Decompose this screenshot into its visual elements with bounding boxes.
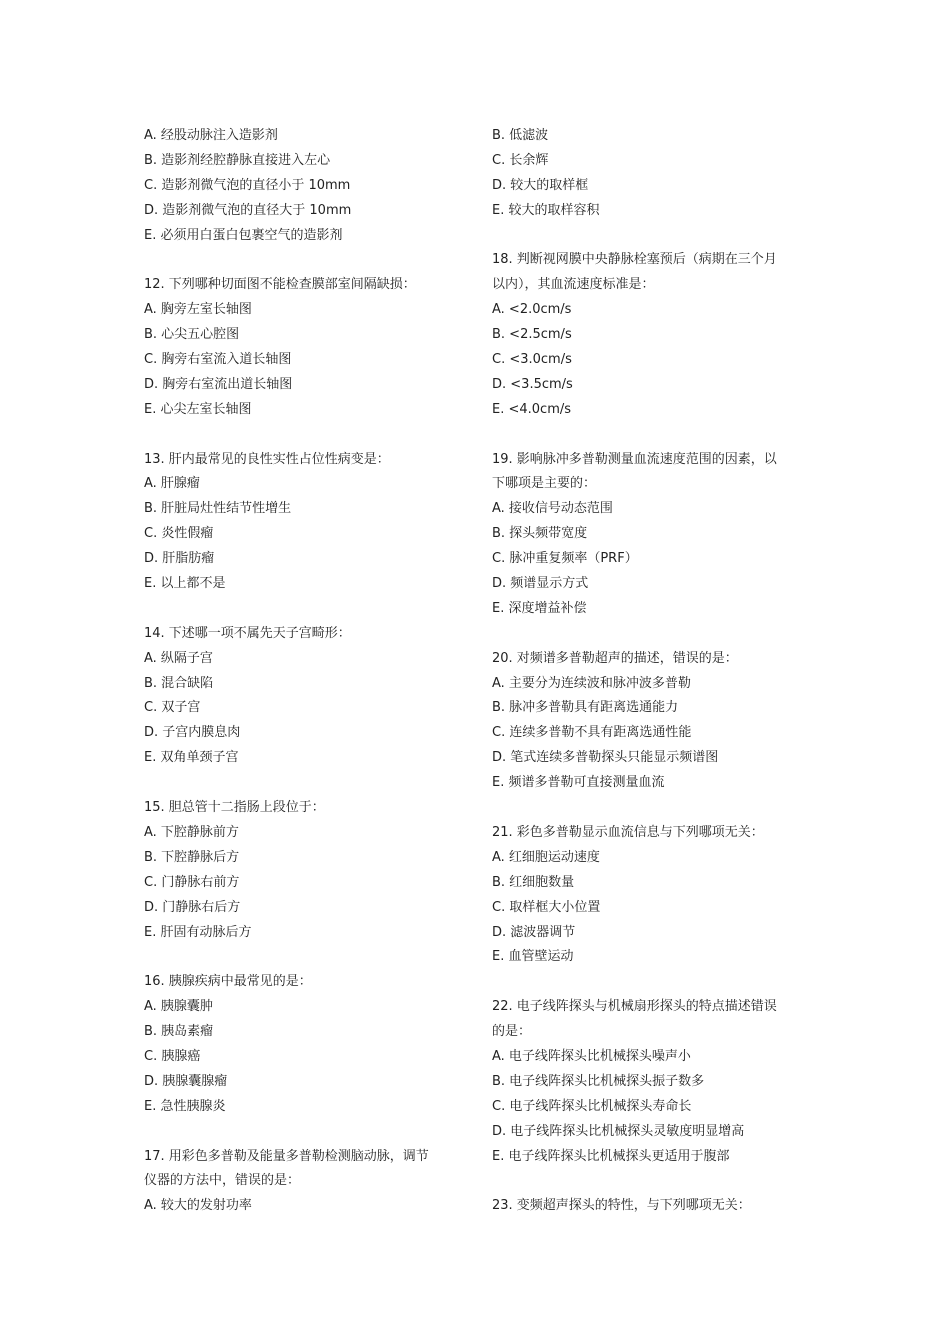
option-line: D. 胸旁右室流出道长轴图 — [144, 376, 293, 392]
option-line: E. 心尖左室长轴图 — [144, 401, 252, 417]
question-stem-line: 23. 变频超声探头的特性，与下列哪项无关： — [492, 1198, 751, 1214]
question-block — [144, 1145, 464, 1220]
question-block — [492, 124, 812, 224]
option-line: D. 滤波器调节 — [492, 924, 576, 940]
option-line: A. 纵隔子宫 — [144, 650, 213, 666]
option-line: E. 肝固有动脉后方 — [144, 924, 252, 940]
block-spacer — [144, 597, 464, 622]
option-line: E. <4.0cm/s — [492, 401, 572, 417]
option-line: D. 电子线阵探头比机械探头灵敏度明显增高 — [492, 1123, 745, 1139]
option-line: A. 肝腺瘤 — [144, 476, 200, 492]
option-line: E. 深度增益补偿 — [492, 600, 587, 616]
question-block — [492, 647, 812, 796]
option-line: E. 急性胰腺炎 — [144, 1098, 226, 1114]
option-line: A. 下腔静脉前方 — [144, 824, 239, 840]
option-line: C. 门静脉右前方 — [144, 874, 240, 890]
question-stem-line: 12. 下列哪种切面图不能检查膜部室间隔缺损： — [144, 277, 416, 293]
question-block — [144, 970, 464, 1119]
question-stem-line: 17. 用彩色多普勒及能量多普勒检测脑动脉，调节 — [144, 1148, 429, 1164]
question-stem-line: 21. 彩色多普勒显示血流信息与下列哪项无关： — [492, 824, 764, 840]
question-block — [144, 124, 464, 248]
option-line: C. 炎性假瘤 — [144, 526, 214, 542]
option-line: B. 造影剂经腔静脉直接进入左心 — [144, 152, 331, 168]
option-line: C. 造影剂微气泡的直径小于 10mm — [144, 177, 351, 193]
option-line: B. 混合缺陷 — [144, 675, 214, 691]
option-line: B. 红细胞数量 — [492, 874, 575, 890]
option-line: A. 较大的发射功率 — [144, 1198, 252, 1214]
option-line: A. 胰腺囊肿 — [144, 999, 213, 1015]
block-spacer — [492, 224, 812, 249]
block-spacer — [492, 622, 812, 647]
block-spacer — [144, 423, 464, 448]
question-block — [492, 1194, 812, 1219]
option-line: C. <3.0cm/s — [492, 352, 572, 368]
option-line: D. 频谱显示方式 — [492, 576, 589, 592]
option-line: B. 电子线阵探头比机械探头振子数多 — [492, 1073, 705, 1089]
option-line: C. 电子线阵探头比机械探头寿命长 — [492, 1098, 692, 1114]
block-spacer — [144, 1120, 464, 1145]
option-line: A. 电子线阵探头比机械探头噪声小 — [492, 1048, 691, 1064]
option-line: B. 脉冲多普勒具有距离选通能力 — [492, 700, 679, 716]
question-block — [144, 622, 464, 771]
option-line: A. 胸旁左室长轴图 — [144, 302, 252, 318]
left-column — [144, 124, 464, 1219]
option-line: D. 笔式连续多普勒探头只能显示频谱图 — [492, 750, 719, 766]
option-line: E. 电子线阵探头比机械探头更适用于腹部 — [492, 1148, 730, 1164]
question-stem-line: 下哪项是主要的： — [492, 476, 597, 492]
question-stem-line: 18. 判断视网膜中央静脉栓塞预后（病期在三个月 — [492, 252, 777, 268]
option-line: D. <3.5cm/s — [492, 376, 573, 392]
option-line: D. 子宫内膜息肉 — [144, 725, 241, 741]
option-line: D. 造影剂微气泡的直径大于 10mm — [144, 202, 352, 218]
option-line: D. 较大的取样框 — [492, 177, 589, 193]
option-line: B. 低滤波 — [492, 128, 549, 143]
question-block — [144, 448, 464, 597]
block-spacer — [144, 771, 464, 796]
question-block — [492, 821, 812, 970]
option-line: B. 肝脏局灶性结节性增生 — [144, 501, 292, 517]
option-line: E. 以上都不是 — [144, 576, 226, 592]
block-spacer — [492, 423, 812, 448]
question-stem-line: 19. 影响脉冲多普勒测量血流速度范围的因素，以 — [492, 451, 777, 467]
option-line: E. 双角单颈子宫 — [144, 750, 239, 766]
question-stem-line: 22. 电子线阵探头与机械扇形探头的特点描述错误 — [492, 999, 777, 1015]
question-block — [144, 796, 464, 945]
question-block — [492, 248, 812, 422]
question-stem-line: 14. 下述哪一项不属先天子宫畸形： — [144, 625, 351, 641]
option-line: C. 胸旁右室流入道长轴图 — [144, 352, 292, 368]
question-stem-line: 20. 对频谱多普勒超声的描述，错误的是： — [492, 650, 738, 666]
option-line: E. 较大的取样容积 — [492, 202, 600, 218]
right-column — [492, 124, 812, 1219]
option-line: B. 探头频带宽度 — [492, 526, 588, 542]
option-line: C. 长余辉 — [492, 152, 549, 168]
block-spacer — [492, 1169, 812, 1194]
option-line: C. 双子宫 — [144, 700, 201, 716]
option-line: D. 门静脉右后方 — [144, 899, 241, 915]
option-line: C. 胰腺癌 — [144, 1048, 201, 1064]
option-line: A. 主要分为连续波和脉冲波多普勒 — [492, 675, 691, 691]
option-line: E. 必须用白蛋白包裹空气的造影剂 — [144, 227, 343, 243]
block-spacer — [144, 248, 464, 273]
option-line: D. 肝脂肪瘤 — [144, 551, 215, 567]
option-line: C. 连续多普勒不具有距离选通性能 — [492, 725, 692, 741]
question-stem-line: 以内），其血流速度标准是： — [492, 277, 655, 293]
option-line: A. 红细胞运动速度 — [492, 849, 600, 865]
option-line: D. 胰腺囊腺瘤 — [144, 1073, 228, 1089]
block-spacer — [144, 945, 464, 970]
question-block — [492, 995, 812, 1169]
option-line: A. <2.0cm/s — [492, 302, 572, 318]
option-line: B. 下腔静脉后方 — [144, 849, 240, 865]
option-line: B. 胰岛素瘤 — [144, 1024, 214, 1040]
option-line: B. 心尖五心腔图 — [144, 327, 240, 343]
option-line: C. 脉冲重复频率（PRF） — [492, 551, 638, 567]
question-stem-line: 仪器的方法中，错误的是： — [144, 1173, 301, 1189]
option-line: C. 取样框大小位置 — [492, 899, 601, 915]
option-line: E. 血管壁运动 — [492, 949, 574, 965]
question-stem-line: 的是： — [492, 1024, 532, 1040]
option-line: B. <2.5cm/s — [492, 327, 572, 343]
question-block — [492, 448, 812, 622]
block-spacer — [492, 970, 812, 995]
block-spacer — [492, 796, 812, 821]
question-stem-line: 13. 肝内最常见的良性实性占位性病变是： — [144, 451, 390, 467]
option-line: A. 接收信号动态范围 — [492, 501, 613, 517]
question-stem-line: 15. 胆总管十二指肠上段位于： — [144, 800, 325, 816]
question-stem-line: 16. 胰腺疾病中最常见的是： — [144, 974, 312, 990]
question-block — [144, 273, 464, 422]
option-line: E. 频谱多普勒可直接测量血流 — [492, 775, 665, 791]
option-line: A. 经股动脉注入造影剂 — [144, 128, 278, 143]
